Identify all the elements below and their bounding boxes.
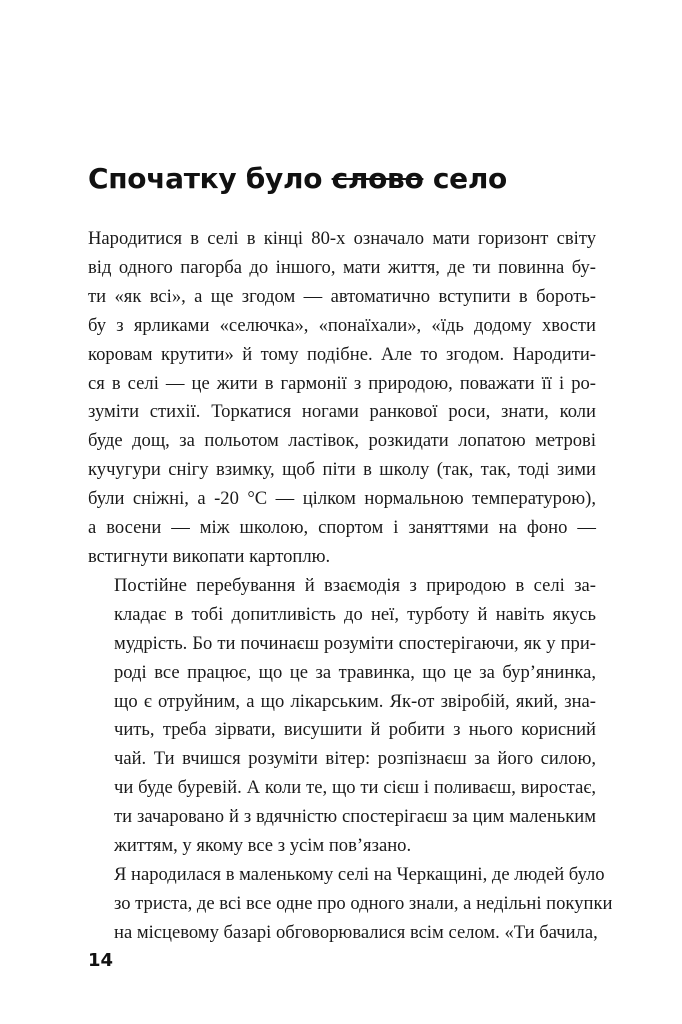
- text-line: чи буде буревій. А коли те, що ти сієш і поливаєш, виростає,: [114, 777, 596, 799]
- text-line: кучугури снігу взимку, щоб піти в школу (так, так, тоді зими: [88, 459, 596, 481]
- chapter-title-start: Спочатку було: [88, 161, 332, 195]
- paragraph: [88, 572, 596, 861]
- text-line: що є отруйним, а що лікарським. Як-от звіробій, який, зна-: [114, 690, 596, 712]
- text-line: чай. Ти вчишся розуміти вітер: розпізнаєш за його силою,: [114, 748, 596, 770]
- text-line: Я народилася в маленькому селі на Черкащині, де людей було: [114, 863, 605, 885]
- page-number: 14: [88, 950, 114, 971]
- text-line: від одного пагорба до іншого, мати життя, де ти повинна бу-: [88, 256, 596, 278]
- text-line: зуміти стихії. Торкатися ногами ранкової роси, знати, коли: [88, 401, 596, 423]
- text-line: роді все працює, що це за травинка, що це за бур’янинка,: [114, 661, 596, 683]
- text-line: зо триста, де всі все одне про одного знали, а недільні покупки: [114, 892, 613, 914]
- text-line: а восени — між школою, спортом і заняттями на фоно —: [88, 517, 596, 539]
- text-line: життям, у якому все з усім пов’язано.: [114, 835, 412, 857]
- text-line: Постійне перебування й взаємодія з природою в селі за-: [114, 574, 596, 596]
- text-line: буде дощ, за польотом ластівок, розкидати лопатою метрові: [88, 430, 596, 452]
- paragraph: [88, 861, 613, 948]
- chapter-title: [88, 159, 608, 199]
- chapter-title-end: село: [423, 161, 507, 195]
- body-text: [88, 225, 613, 948]
- text-line: ти зачаровано й з вдячністю спостерігаєш за цим маленьким: [114, 806, 596, 828]
- chapter-title-struck-word: слово: [331, 161, 424, 195]
- text-line: на місцевому базарі обговорювалися всім селом. «Ти бачила,: [114, 921, 598, 943]
- text-line: коровам крутити» й тому подібне. Але то згодом. Народити-: [88, 343, 596, 365]
- text-line: Народитися в селі в кінці 80-х означало мати горизонт світу: [88, 228, 596, 249]
- text-line: чить, треба зірвати, висушити й робити з нього корисний: [114, 719, 596, 741]
- text-line: бу з ярликами «селючка», «понаїхали», «їдь додому хвости: [88, 314, 596, 336]
- paragraph: [88, 225, 596, 572]
- text-line: ся в селі — це жити в гармонії з природою, поважати її і ро-: [88, 372, 596, 394]
- text-line: були сніжні, а -20 °C — цілком нормальною температурою),: [88, 488, 596, 510]
- text-line: ти «як всі», а ще згодом — автоматично вступити в бороть-: [88, 285, 596, 307]
- text-line: мудрість. Бо ти починаєш розуміти спостерігаючи, як у при-: [114, 632, 596, 654]
- text-line: кладає в тобі допитливість до неї, турботу й навіть якусь: [114, 603, 596, 625]
- text-line: встигнути викопати картоплю.: [88, 545, 331, 567]
